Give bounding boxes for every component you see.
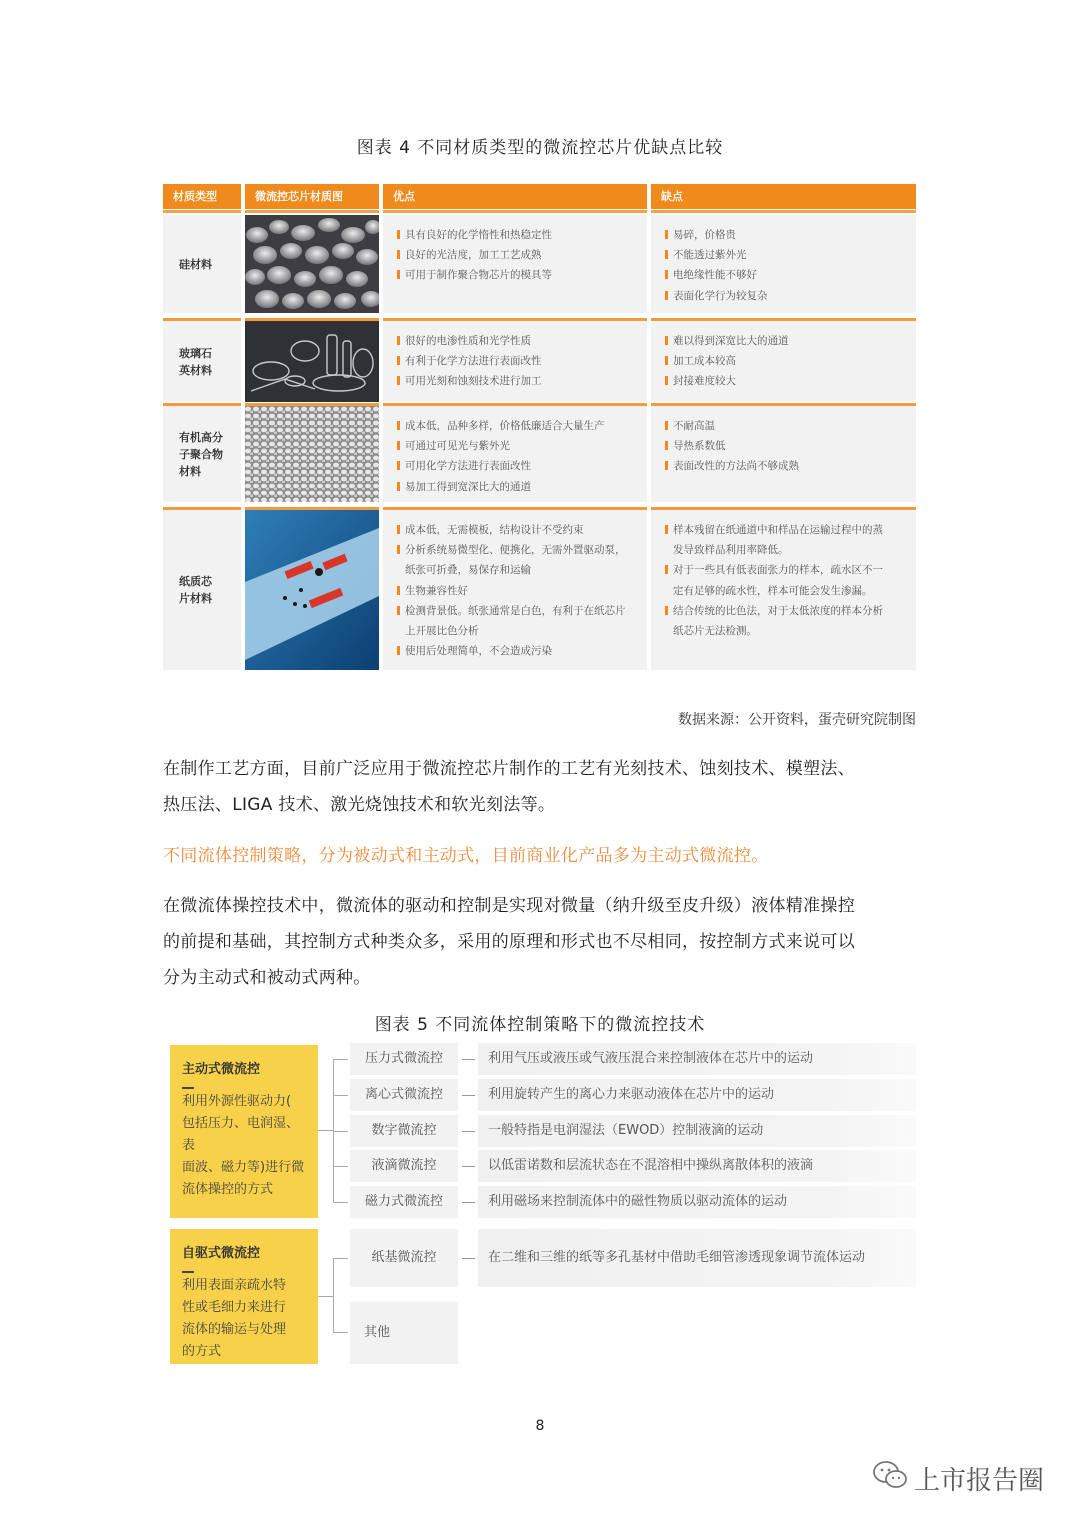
list-item: 可用光刻和蚀刻技术进行加工 <box>397 371 639 391</box>
list-item: 可通过可见光与紫外光 <box>397 436 639 456</box>
header-type: 材质类型 <box>163 184 241 209</box>
other-microfluidics: 其他 <box>350 1302 458 1364</box>
list-item: 易碎，价格贵 <box>665 225 908 245</box>
list-item: 可用于制作聚合物芯片的模具等 <box>397 265 639 285</box>
pros-cell <box>383 406 647 502</box>
list-item: 封接难度较大 <box>665 371 908 391</box>
table-row <box>163 215 916 313</box>
material-type: 纸质芯 片材料 <box>163 510 241 670</box>
table-row <box>163 321 916 402</box>
paper-microfluidics: 纸基微流控 <box>350 1229 458 1287</box>
active-desc-line: 利用外源性驱动力( <box>182 1094 292 1109</box>
material-comparison-table <box>163 184 916 670</box>
magnetic-description: 利用磁场来控制流体中的磁性物质以驱动流体的运动 <box>478 1186 916 1218</box>
list-item: 结合传统的比色法，对于太低浓度的样本分析 <box>665 601 908 621</box>
paragraph-line: 在制作工艺方面，目前广泛应用于微流控芯片制作的工艺有光刻技术、蚀刻技术、模塑法、 <box>163 759 855 779</box>
list-item: 对于一些具有低表面张力的样本，疏水区不一 <box>665 560 908 580</box>
list-item: 成本低，品种多样，价格低廉适合大量生产 <box>397 416 639 436</box>
passive-title: 自驱式微流控 <box>182 1246 261 1261</box>
pros-cell <box>383 510 647 670</box>
list-item: 检测背景低。纸张通常是白色，有利于在纸芯片 <box>397 601 639 621</box>
droplet-microfluidics: 液滴微流控 <box>350 1150 458 1182</box>
list-item: 有利于化学方法进行表面改性 <box>397 351 639 371</box>
header-cons: 缺点 <box>651 184 916 209</box>
passive-desc-line: 的方式 <box>182 1344 222 1359</box>
list-item: 表面改性的方法尚不够成熟 <box>665 456 908 476</box>
active-desc-line: 流体操控的方式 <box>182 1182 274 1197</box>
list-item: 成本低，无需模板，结构设计不受约束 <box>397 520 639 540</box>
list-item: 导热系数低 <box>665 436 908 456</box>
header-pros: 优点 <box>383 184 647 209</box>
active-desc-line: 包括压力、电润湿、表 <box>182 1116 300 1153</box>
pressure-microfluidics: 压力式微流控 <box>350 1043 458 1075</box>
digital-description: 一般特指是电润湿法（EWOD）控制液滴的运动 <box>478 1115 916 1147</box>
list-item: 难以得到深宽比大的通道 <box>665 331 908 351</box>
list-item: 表面化学行为较复杂 <box>665 286 908 306</box>
cons-cell <box>651 406 916 502</box>
centrifugal-description: 利用旋转产生的离心力来驱动液体在芯片中的运动 <box>478 1079 916 1111</box>
active-microfluidics-box <box>170 1045 318 1218</box>
list-item: 很好的电渗性质和光学性质 <box>397 331 639 351</box>
body-paragraph <box>163 751 919 823</box>
list-item: 可用化学方法进行表面改性 <box>397 456 639 476</box>
self-driven-microfluidics-box <box>170 1229 318 1364</box>
list-item: 良好的光洁度，加工工艺成熟 <box>397 245 639 265</box>
data-source: 数据来源：公开资料，蛋壳研究院制图 <box>678 712 916 728</box>
magnetic-microfluidics: 磁力式微流控 <box>350 1186 458 1218</box>
list-item: 不耐高温 <box>665 416 908 436</box>
paper-chip-image <box>245 510 379 670</box>
centrifugal-microfluidics: 离心式微流控 <box>350 1079 458 1111</box>
pressure-description: 利用气压或液压或气液压混合来控制液体在芯片中的运动 <box>478 1043 916 1075</box>
list-item: 易加工得到宽深比大的通道 <box>397 477 639 497</box>
list-item: 上开展比色分析 <box>405 625 479 638</box>
list-item: 生物兼容性好 <box>397 581 639 601</box>
figure5-title: 图表 5 不同流体控制策略下的微流控技术 <box>374 1015 706 1035</box>
pros-cell <box>383 215 647 313</box>
list-item: 不能透过紫外光 <box>665 245 908 265</box>
list-item: 样本残留在纸通道中和样品在运输过程中的蒸 <box>665 520 908 540</box>
glass-quartz-image <box>245 321 379 402</box>
pros-cell <box>383 321 647 402</box>
active-title: 主动式微流控 <box>182 1062 261 1077</box>
material-type: 玻璃石 英材料 <box>163 321 241 402</box>
wechat-icon <box>872 1460 908 1497</box>
material-type: 硅材料 <box>163 215 241 313</box>
figure4-title: 图表 4 不同材质类型的微流控芯片优缺点比较 <box>356 138 724 158</box>
list-item: 纸张可折叠，易保存和运输 <box>405 564 531 577</box>
list-item: 定有足够的疏水性，样本可能会发生渗漏。 <box>673 584 873 597</box>
digital-microfluidics: 数字微流控 <box>350 1115 458 1147</box>
list-item: 具有良好的化学惰性和热稳定性 <box>397 225 639 245</box>
page-number: 8 <box>535 1418 545 1434</box>
paper-description: 在二维和三维的纸等多孔基材中借助毛细管渗透现象调节流体运动 <box>478 1229 916 1287</box>
cons-cell <box>651 321 916 402</box>
silicon-image <box>245 215 379 313</box>
passive-desc-line: 利用表面亲疏水特 <box>182 1278 287 1293</box>
watermark-text: 上市报告圈 <box>913 1466 1044 1496</box>
header-image: 微流控芯片材质图 <box>245 184 379 209</box>
paragraph-line: 热压法、LIGA 技术、激光烧蚀技术和软光刻法等。 <box>163 795 556 815</box>
paragraph-line: 的前提和基础，其控制方式种类众多，采用的原理和形式也不尽相同，按控制方式来说可以 <box>163 932 855 952</box>
list-item: 分析系统易微型化、便携化，无需外置驱动泵， <box>397 540 639 560</box>
material-type: 有机高分 子聚合物 材料 <box>163 406 241 502</box>
table-row <box>163 510 916 670</box>
list-item: 发导致样品利用率降低。 <box>673 544 789 557</box>
paragraph-line: 在微流体操控技术中，微流体的驱动和控制是实现对微量（纳升级至皮升级）液体精准操控 <box>163 896 855 916</box>
list-item: 电绝缘性能不够好 <box>665 265 908 285</box>
cons-cell <box>651 215 916 313</box>
polymer-granules-image <box>245 406 379 502</box>
list-item: 加工成本较高 <box>665 351 908 371</box>
body-paragraph <box>163 888 919 996</box>
list-item: 使用后处理简单，不会造成污染 <box>397 641 639 661</box>
cons-cell <box>651 510 916 670</box>
paragraph-line: 分为主动式和被动式两种。 <box>163 968 371 988</box>
passive-desc-line: 性或毛细力来进行 <box>182 1300 287 1315</box>
passive-desc-line: 流体的输运与处理 <box>182 1322 287 1337</box>
section-heading: 不同流体控制策略，分为被动式和主动式，目前商业化产品多为主动式微流控。 <box>163 846 769 866</box>
watermark <box>872 1460 1044 1497</box>
table-row <box>163 406 916 502</box>
droplet-description: 以低雷诺数和层流状态在不混溶相中操纵离散体积的液滴 <box>478 1150 916 1182</box>
list-item: 纸芯片无法检测。 <box>673 625 757 638</box>
active-desc-line: 面波、磁力等)进行微 <box>182 1160 305 1175</box>
